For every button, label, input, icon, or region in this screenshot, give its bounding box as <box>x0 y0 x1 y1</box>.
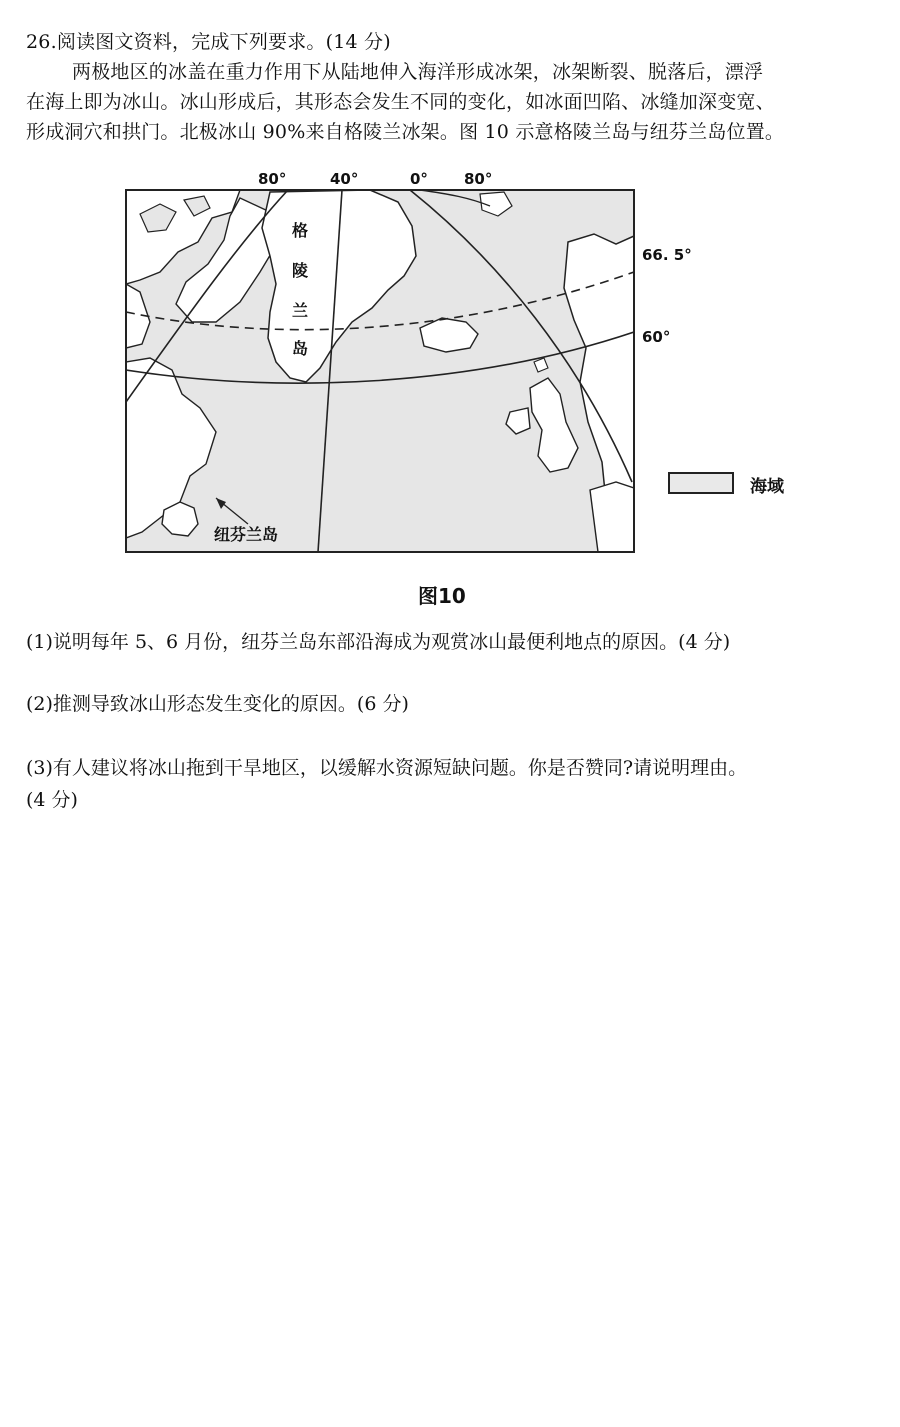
sub-question-2: (2)推测导致冰山形态发生变化的原因。(6 分) <box>26 693 409 715</box>
greenland-label-char: 岛 <box>292 339 309 358</box>
sub-question-3: (3)有人建议将冰山拖到干旱地区，以缓解水资源短缺问题。你是否赞同?请说明理由。 <box>26 757 748 779</box>
map-svg <box>120 172 820 562</box>
longitude-label: 80° <box>464 172 493 188</box>
legend-sea-swatch <box>668 472 734 494</box>
paragraph-line-1: 两极地区的冰盖在重力作用下从陆地伸入海洋形成冰架，冰架断裂、脱落后，漂浮 <box>72 61 764 83</box>
newfoundland-label: 纽芬兰岛 <box>214 525 279 544</box>
latitude-label: 60° <box>642 328 671 346</box>
longitude-label: 0° <box>410 172 428 188</box>
legend-sea-label: 海域 <box>750 477 784 497</box>
latitude-label: 66. 5° <box>642 246 692 264</box>
longitude-label: 40° <box>330 172 359 188</box>
europe-land <box>590 482 634 552</box>
figure-caption: 图10 <box>418 584 466 608</box>
map-figure <box>120 172 820 562</box>
greenland-label-char: 陵 <box>292 261 309 280</box>
sub-question-3-score: (4 分) <box>26 789 78 811</box>
sub-question-1: (1)说明每年 5、6 月份，纽芬兰岛东部沿海成为观赏冰山最便利地点的原因。(4 分) <box>26 631 731 653</box>
question-title: 26.阅读图文资料，完成下列要求。(14 分) <box>26 31 391 53</box>
greenland-label-char: 兰 <box>292 301 309 320</box>
paragraph-line-2: 在海上即为冰山。冰山形成后，其形态会发生不同的变化，如冰面凹陷、冰缝加深变宽、 <box>26 91 775 113</box>
longitude-label: 80° <box>258 172 287 188</box>
paragraph-line-3: 形成洞穴和拱门。北极冰山 90%来自格陵兰冰架。图 10 示意格陵兰岛与纽芬兰岛位置。 <box>26 121 785 143</box>
greenland-label-char: 格 <box>292 221 309 240</box>
